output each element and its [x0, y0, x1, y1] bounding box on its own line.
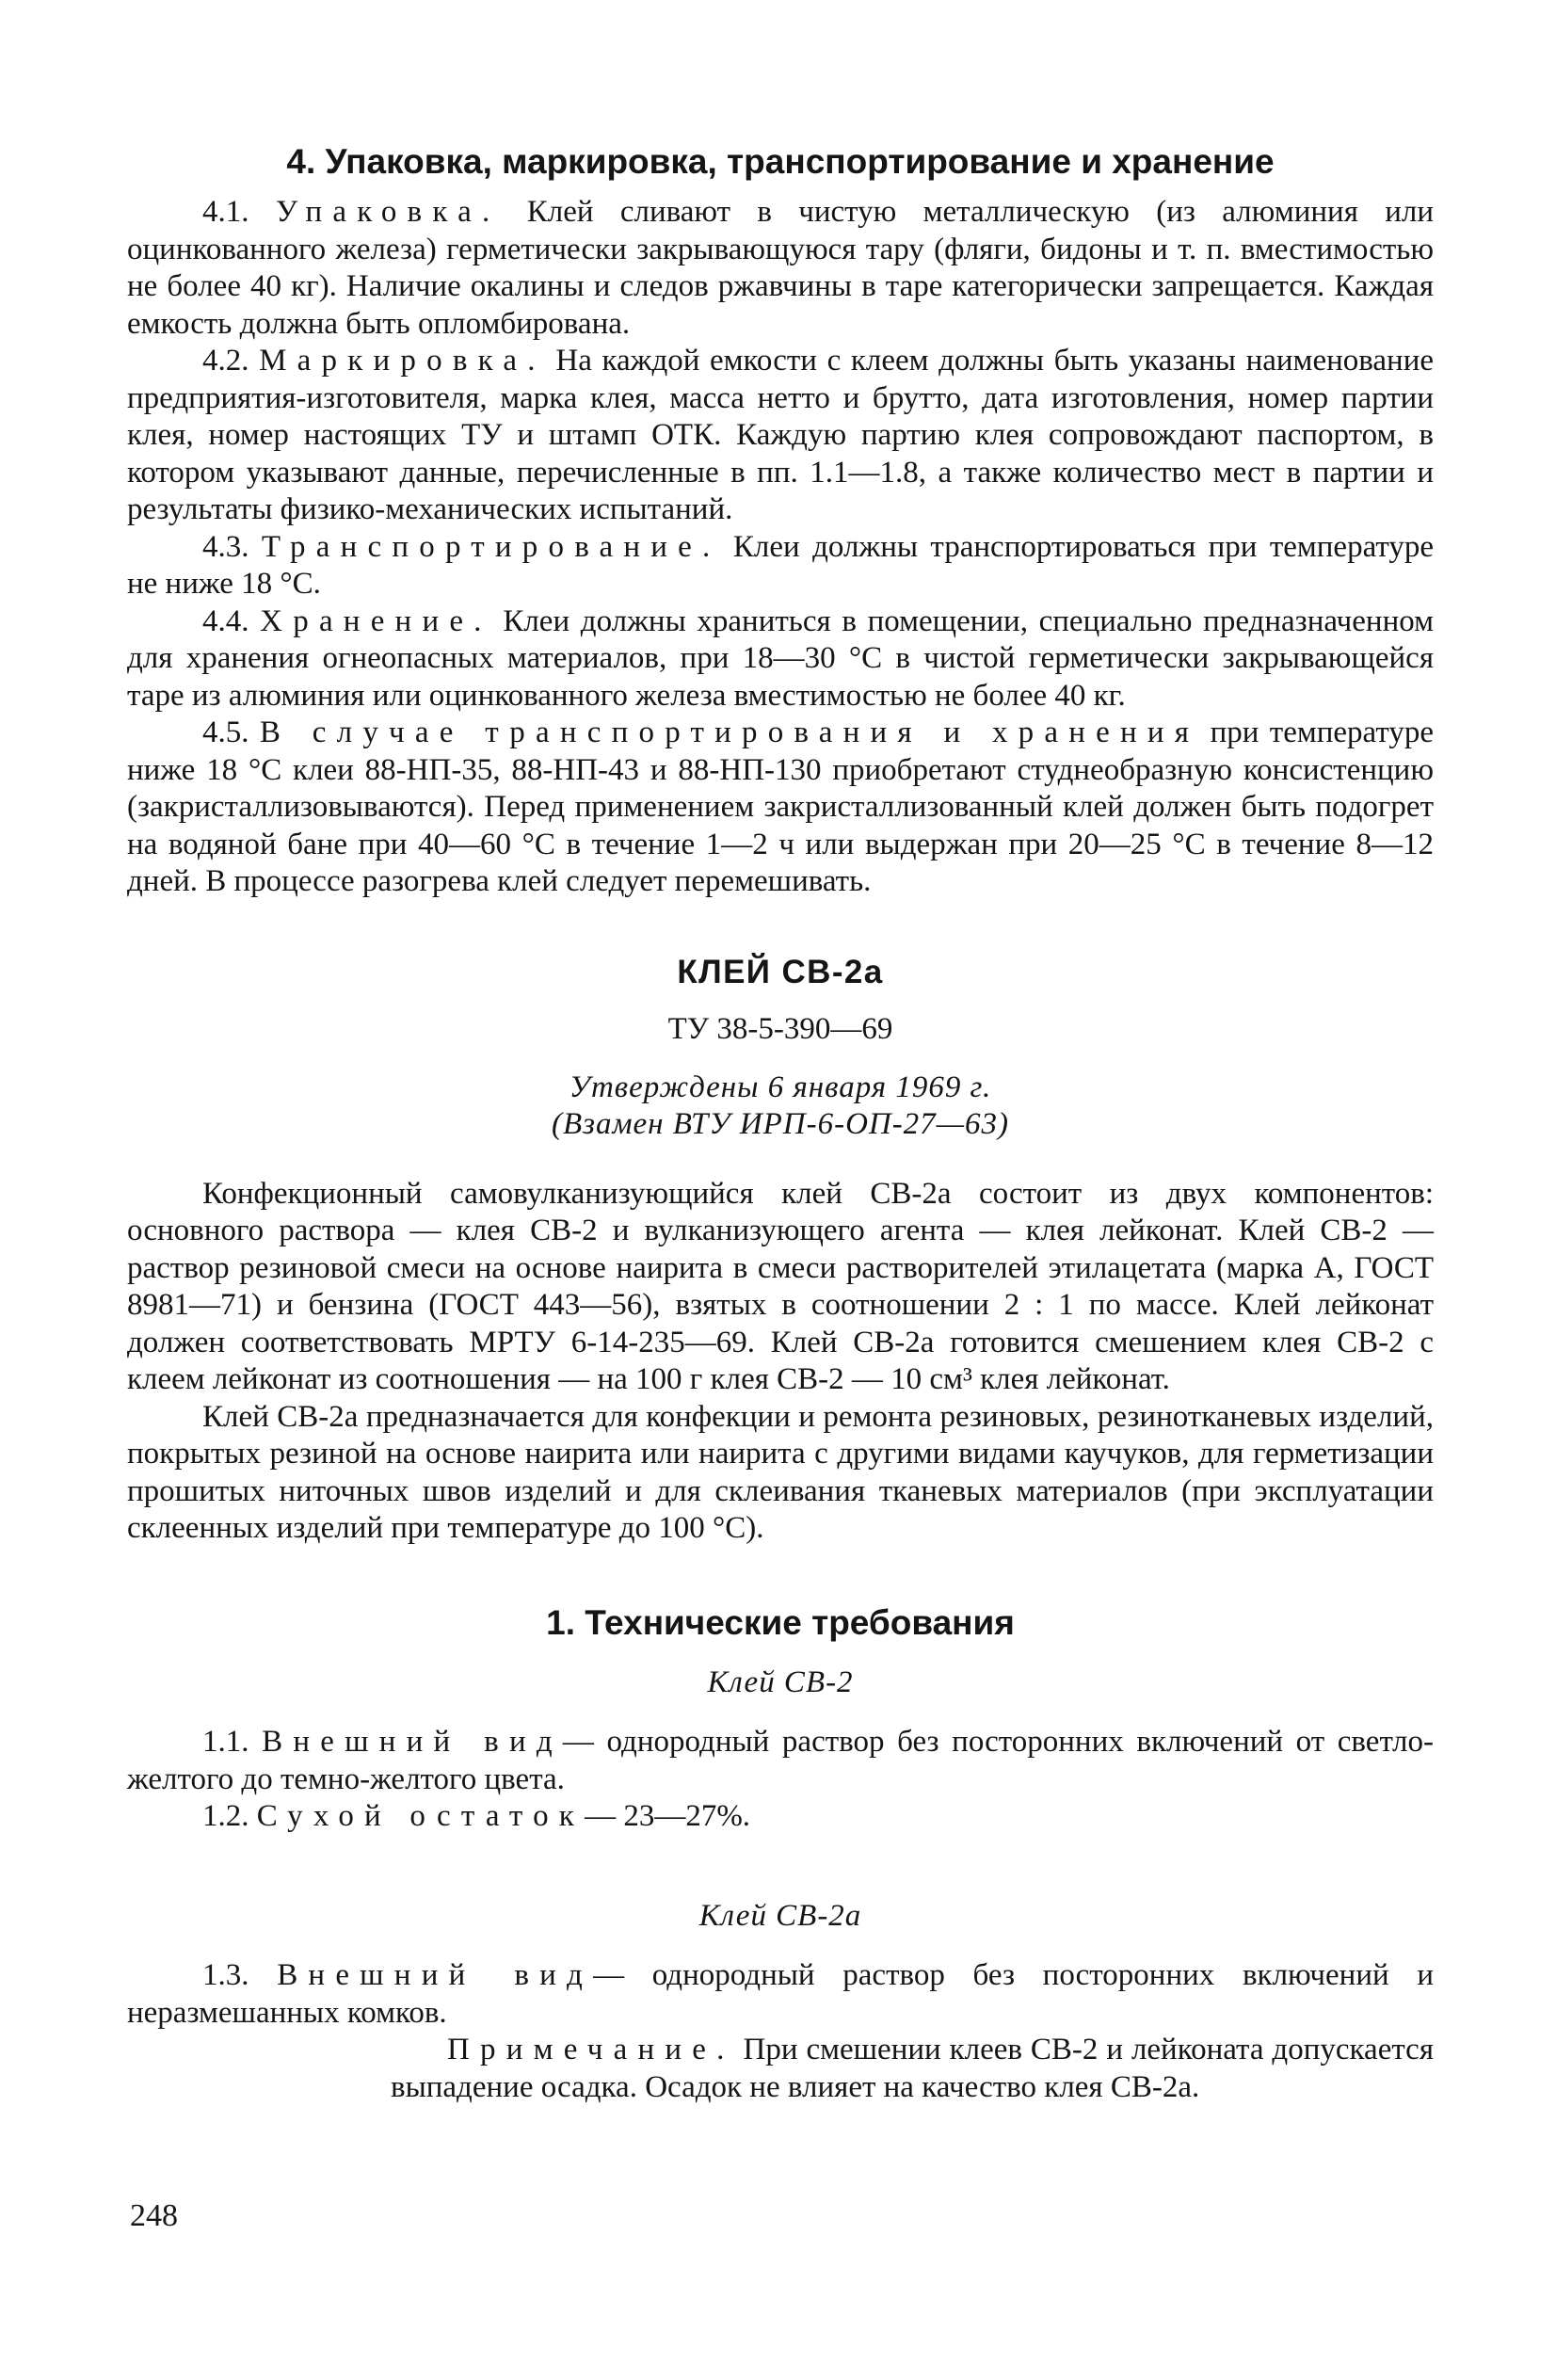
- product-title: КЛЕЙ СВ-2а: [677, 953, 884, 990]
- paragraph-4-3: [127, 529, 1434, 603]
- item-number: 4.4.: [202, 603, 249, 638]
- item-term: Внешний вид: [262, 1725, 563, 1759]
- paragraph-1-3: [127, 1957, 1434, 2032]
- paragraph-4-1: [127, 194, 1434, 343]
- item-number: 1.1.: [202, 1725, 249, 1759]
- item-term: Сухой остаток: [256, 1799, 586, 1833]
- paragraph-1-2: [127, 1798, 1434, 1836]
- item-text: — однородный раствор без посторонних включений и неразмешанных комков.: [127, 1958, 1435, 2030]
- subheading-sv-2: Клей СВ-2: [707, 1664, 854, 1699]
- item-text: Клеи должны храниться в помещении, специально предназначенном для хранения огнеопасных материалов, при 18—30 °С в чистой герметически закрывающейся таре из алюминия или оцинкованного железа вместимостью не более 40 кг.: [127, 603, 1434, 713]
- replaces-note: (Взамен ВТУ ИРП-6-ОП-27—63): [552, 1107, 1009, 1141]
- item-term: В случае транспортирования и хранения: [259, 716, 1200, 749]
- item-term: Упаковка.: [275, 195, 501, 229]
- note-term: Примечание.: [447, 2033, 735, 2066]
- intro-paragraph-2: Клей СВ-2а предназначается для конфекции и ремонта резиновых, резинотканевых изделий, покрытых резиной на основе наирита или наирита с другими видами каучуков, для герметизации прошитых ниточных швов изделий и для склеивания тканевых материалов (при эксплуатации склеенных изделий при температуре до 100 °С).: [127, 1399, 1434, 1545]
- item-text: На каждой емкости с клеем должны быть указаны наименование предприятия-изготовителя, марка клея, масса нетто и брутто, дата изготовления, номер партии клея, номер настоящих ТУ и штамп ОТК. Каждую партию клея сопровождают паспортом, в котором указывают данные, перечисленные в пп. 1.1—1.8, а также количество мест в партии и результаты физико-механических испытаний.: [127, 344, 1435, 526]
- item-text: — однородный раствор без посторонних включений от светло-желтого до темно-желтого цвета.: [127, 1725, 1434, 1796]
- paragraph-4-4: [127, 603, 1434, 716]
- intro-paragraph-1: Конфекционный самовулканизующийся клей СВ-2а состоит из двух компонентов: основного раствора — клея СВ-2 и вулканизующего агента — клея лейконат. Клей СВ-2 — раствор резиновой смеси на основе наирита в смеси растворителей этилацетата (марка А, ГОСТ 8981—71) и бензина (ГОСТ 443—56), взятых в соотношении 2 : 1 по массе. Клей лейконат должен соответствовать МРТУ 6-14-235—69. Клей СВ-2а готовится смешением клея СВ-2 с клеем лейконат из соотношения — на 100 г клея СВ-2 — 10 см³ клея лейконат.: [127, 1176, 1434, 1396]
- item-term: Маркировка.: [259, 344, 546, 378]
- paragraph-1-1: [127, 1724, 1434, 1798]
- item-number: 4.2.: [202, 344, 249, 378]
- paragraph-4-2: [127, 343, 1434, 529]
- section-4-heading: 4. Упаковка, маркировка, транспортирование и хранение: [286, 142, 1275, 181]
- item-text: при температуре ниже 18 °С клеи 88-НП-35, 88-НП-43 и 88-НП-130 приобретают студнеобразную консистенцию (закристаллизовываются). Перед применением закристаллизованный клей должен быть подогрет на водяной бане при 40—60 °С в течение 1—2 ч или выдержан при 20—25 °С в течение 8—12 дней. В процессе разогрева клей следует перемешивать.: [127, 716, 1434, 898]
- note-paragraph: [391, 2032, 1434, 2106]
- item-text: Клеи должны транспортироваться при температуре не ниже 18 °С.: [127, 529, 1435, 601]
- product-spec-number: ТУ 38-5-390—69: [667, 1012, 893, 1046]
- page-number: 248: [130, 2198, 178, 2233]
- item-text: — 23—27%.: [585, 1799, 751, 1833]
- item-term: Транспортирование.: [261, 529, 721, 564]
- item-number: 4.3.: [202, 529, 249, 564]
- item-number: 4.5.: [202, 716, 249, 749]
- subheading-sv-2a: Клей СВ-2а: [698, 1898, 862, 1933]
- item-text: Клей сливают в чистую металлическую (из алюминия или оцинкованного железа) герметически закрывающуюся тару (фляги, бидоны и т. п. вместимостью не более 40 кг). Наличие окалины и следов ржавчины в таре категорически запрещается. Каждая емкость должна быть опломбирована.: [127, 195, 1435, 341]
- item-number: 1.2.: [202, 1799, 249, 1833]
- item-number: 4.1.: [202, 195, 249, 229]
- approval-date: Утверждены 6 января 1969 г.: [569, 1069, 992, 1104]
- note-text: При смешении клеев СВ-2 и лейконата допускается выпадение осадка. Осадок не влияет на качество клея СВ-2а.: [391, 2033, 1434, 2104]
- item-term: Внешний вид: [277, 1958, 594, 1992]
- item-number: 1.3.: [202, 1958, 249, 1992]
- paragraph-4-5: [127, 715, 1434, 901]
- section-1-heading: 1. Технические требования: [546, 1602, 1015, 1642]
- item-term: Хранение.: [260, 603, 492, 638]
